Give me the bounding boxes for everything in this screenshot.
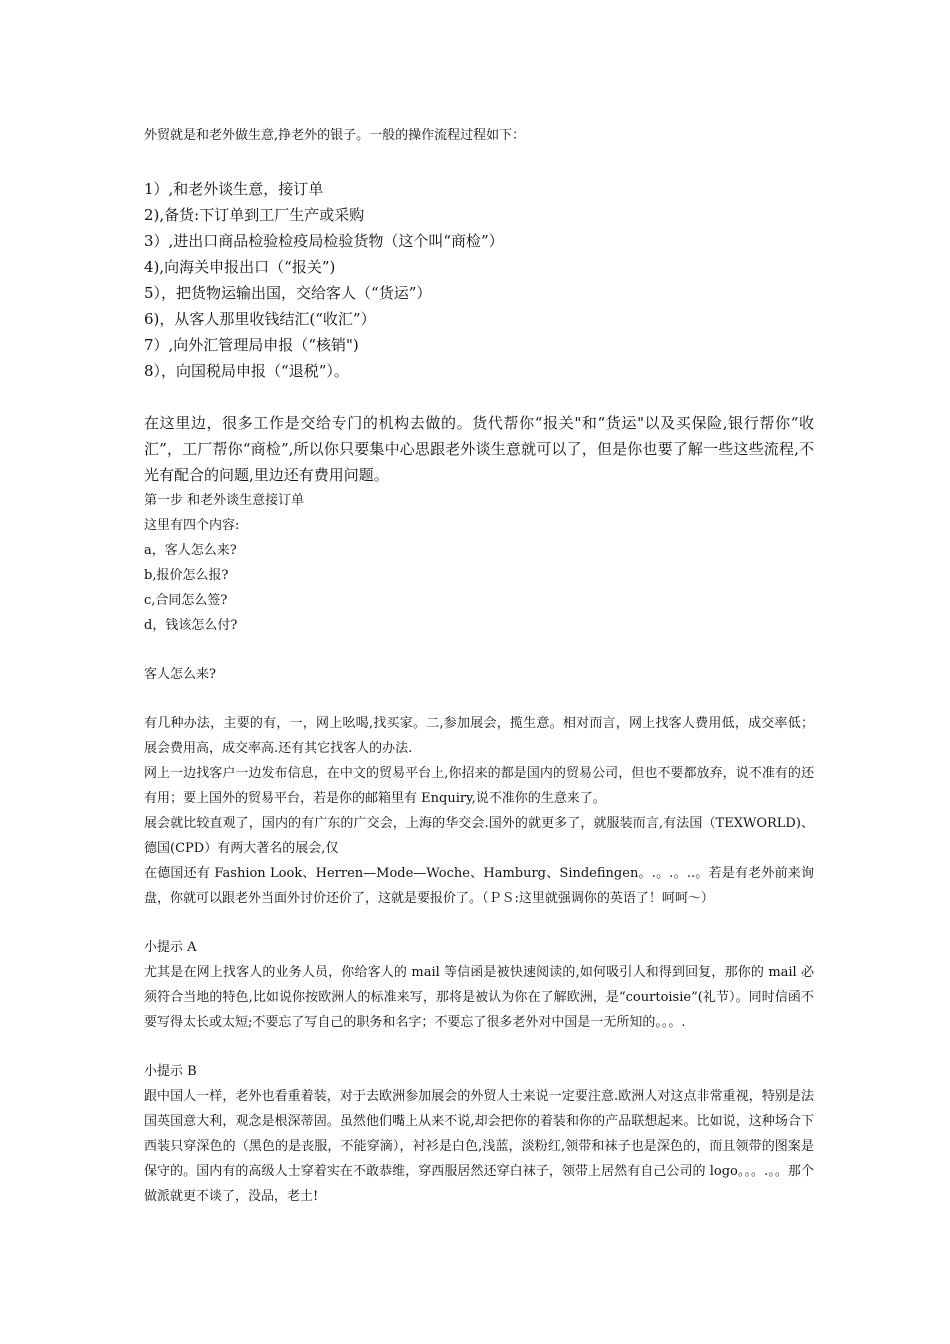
paragraph-methods: 有几种办法，主要的有，一，网上吆喝,找买家。二,参加展会，揽生意。相对而言，网上找客人费用低，成交率低；展会费用高，成交率高.还有其它找客人的办法. (144, 716, 814, 756)
intro-line: 外贸就是和老外做生意,挣老外的银子。一般的操作流程过程如下： (144, 128, 526, 143)
step1-intro: 这里有四个内容: (144, 518, 240, 533)
paragraph-germany: 在德国还有 Fashion Look、Herren—Mode—Woche、Hamburg、Sindefingen。.。.。..。若是有老外前来询盘，你就可以跟老外当面外讨价还价了，这就是要报价了。（ＰＳ:这里就强调你的英语了！呵呵～） (144, 866, 814, 906)
spacer (144, 638, 814, 662)
paragraph-fairs: 展会就比较直观了，国内的有广东的广交会，上海的华交会.国外的就更多了，就服装而言,有法国（TEXWORLD)、德国(CPD）有两大著名的展会,仅 (144, 816, 814, 856)
tip-b-title: 小提示 B (144, 1064, 197, 1079)
spacer (144, 148, 814, 176)
tip-b-body: 跟中国人一样，老外也看重着装，对于去欧洲参加展会的外贸人士来说一定要注意.欧洲人对这点非常重视，特别是法国英国意大利，观念是根深蒂固。虽然他们嘴上从来不说,却会把你的着装和你的产品联想起来。比如说，这种场合下西装只穿深色的（黑色的是丧服，不能穿滴），衬衫是白色,浅蓝，淡粉红,领带和袜子也是深色的，而且领带的图案是保守的。国内有的高级人士穿着实在不敢恭维，穿西服居然还穿白袜子，领带上居然有自己公司的 logo。。。.。。那个做派就更不谈了，没品，老土! (144, 1089, 814, 1204)
spacer (144, 384, 814, 410)
step-item: 7）,向外汇管理局申报（“核销") (144, 336, 359, 354)
spacer (144, 1035, 814, 1059)
document-page (144, 123, 814, 1209)
step1-title: 第一步 和老外谈生意接订单 (144, 493, 305, 508)
step-item: 4),向海关申报出口（“报关”) (144, 258, 336, 276)
step-item: 2),备货:下订单到工厂生产或采购 (144, 206, 365, 224)
paragraph-agencies: 在这里边，很多工作是交给专门的机构去做的。货代帮你“报关"和“货运"以及买保险,银行帮你“收汇”，工厂帮你“商检”,所以你只要集中心思跟老外谈生意就可以了，但是你也要了解一些这些流程,不光有配合的问题,里边还有费用问题。 (144, 414, 814, 484)
questions-list (144, 538, 814, 638)
tip-a-title: 小提示 A (144, 940, 197, 955)
process-steps-list (144, 176, 814, 384)
step-item: 8），向国税局申报（“退税”）。 (144, 362, 349, 380)
question-item: c,合同怎么签? (144, 593, 228, 608)
question-item: b,报价怎么报? (144, 568, 229, 583)
question-item: d，钱该怎么付? (144, 618, 238, 633)
tip-a-body: 尤其是在网上找客人的业务人员，你给客人的 mail 等信函是被快速阅读的,如何吸引人和得到回复，那你的 mail 必须符合当地的特色,比如说你按欧洲人的标准来写，那将是被认为你在了解欧洲，是“courtoisie”(礼节）。同时信函不要写得太长或太短;不要忘了写自己的职务和名字；不要忘了很多老外对中国是一无所知的。。。. (144, 965, 814, 1030)
step-item: 6)，从客人那里收钱结汇(“收汇”） (144, 310, 376, 328)
spacer (144, 687, 814, 711)
step-item: 3）,进出口商品检验检疫局检验货物（这个叫“商检”） (144, 232, 504, 250)
step-item: 5），把货物运输出国，交给客人（“货运”） (144, 284, 432, 302)
step-item: 1）,和老外谈生意，接订单 (144, 180, 324, 198)
question-item: a，客人怎么来? (144, 543, 237, 558)
section-title: 客人怎么来? (144, 667, 216, 682)
paragraph-online: 网上一边找客户一边发布信息，在中文的贸易平台上,你招来的都是国内的贸易公司，但也不要都放弃，说不准有的还有用；要上国外的贸易平台，若是你的邮箱里有 Enquiry,说不准你的生意来了。 (144, 766, 814, 806)
spacer (144, 911, 814, 935)
